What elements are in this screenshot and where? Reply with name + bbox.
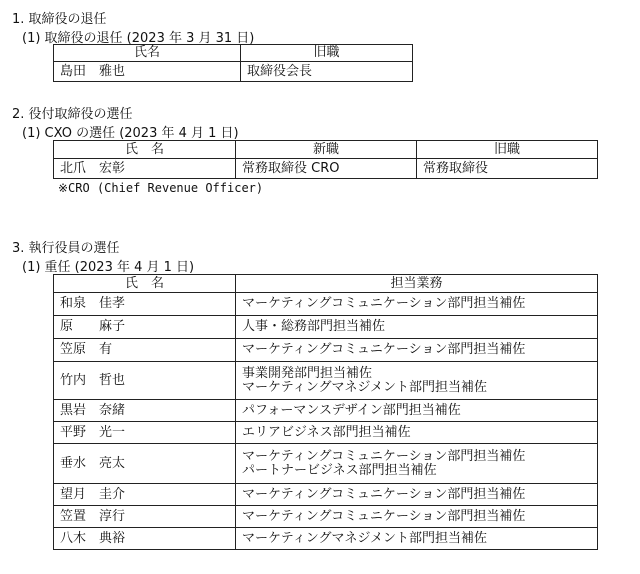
responsibility-cell: マーケティングコミュニケーション部門担当補佐 — [236, 484, 598, 506]
section-2-subheading: (1) CXO の選任 (2023 年 4 月 1 日) — [22, 126, 239, 141]
responsibility-cell: マーケティングコミュニケーション部門担当補佐 パートナービジネス部門担当補佐 — [236, 444, 598, 484]
column-header-former-position: 旧職 — [241, 45, 413, 62]
responsibility-cell: マーケティングコミュニケーション部門担当補佐 — [236, 293, 598, 316]
section-1-subheading: (1) 取締役の退任 (2023 年 3 月 31 日) — [22, 31, 255, 46]
name-cell: 北爪 宏彰 — [54, 159, 236, 179]
table-row — [54, 362, 598, 400]
table-row — [54, 422, 598, 444]
column-header-name: 氏 名 — [54, 141, 236, 159]
name-cell: 望月 圭介 — [54, 484, 236, 506]
table-header-row — [54, 275, 598, 293]
name-cell: 垂水 亮太 — [54, 444, 236, 484]
column-header-name: 氏 名 — [54, 275, 236, 293]
section-3-subheading: (1) 重任 (2023 年 4 月 1 日) — [22, 260, 195, 275]
name-cell: 和泉 佳孝 — [54, 293, 236, 316]
table-row — [54, 339, 598, 362]
cro-footnote: ※CRO (Chief Revenue Officer) — [58, 181, 264, 195]
table-row — [54, 159, 598, 179]
table-header-row — [54, 45, 413, 62]
column-header-former-position: 旧職 — [417, 141, 598, 159]
column-header-name: 氏名 — [54, 45, 241, 62]
name-cell: 竹内 哲也 — [54, 362, 236, 400]
responsibility-cell: マーケティングコミュニケーション部門担当補佐 — [236, 339, 598, 362]
table-row — [54, 316, 598, 339]
table-row — [54, 506, 598, 528]
name-cell: 笠置 淳行 — [54, 506, 236, 528]
responsibility-cell: マーケティングマネジメント部門担当補佐 — [236, 528, 598, 550]
section-3-heading: 3. 執行役員の選任 — [12, 241, 120, 256]
table-row — [54, 62, 413, 82]
name-cell: 八木 典裕 — [54, 528, 236, 550]
responsibility-cell: マーケティングコミュニケーション部門担当補佐 — [236, 506, 598, 528]
responsibility-cell: 人事・総務部門担当補佐 — [236, 316, 598, 339]
responsibility-cell: パフォーマンスデザイン部門担当補佐 — [236, 400, 598, 422]
column-header-new-position: 新職 — [236, 141, 417, 159]
executive-officer-table — [53, 274, 598, 550]
officer-appointment-table — [53, 140, 598, 179]
name-cell: 笠原 有 — [54, 339, 236, 362]
section-2-heading: 2. 役付取締役の選任 — [12, 107, 133, 122]
name-cell: 原 麻子 — [54, 316, 236, 339]
responsibility-cell: 事業開発部門担当補佐 マーケティングマネジメント部門担当補佐 — [236, 362, 598, 400]
responsibility-cell: エリアビジネス部門担当補佐 — [236, 422, 598, 444]
table-row — [54, 400, 598, 422]
name-cell: 島田 雅也 — [54, 62, 241, 82]
name-cell: 平野 光一 — [54, 422, 236, 444]
table-row — [54, 293, 598, 316]
new-position-cell: 常務取締役 CRO — [236, 159, 417, 179]
retirement-table — [53, 44, 413, 82]
table-row — [54, 528, 598, 550]
table-header-row — [54, 141, 598, 159]
column-header-responsibility: 担当業務 — [236, 275, 598, 293]
former-position-cell: 常務取締役 — [417, 159, 598, 179]
table-row — [54, 444, 598, 484]
former-position-cell: 取締役会長 — [241, 62, 413, 82]
section-1-heading: 1. 取締役の退任 — [12, 12, 107, 27]
table-row — [54, 484, 598, 506]
name-cell: 黒岩 奈緒 — [54, 400, 236, 422]
